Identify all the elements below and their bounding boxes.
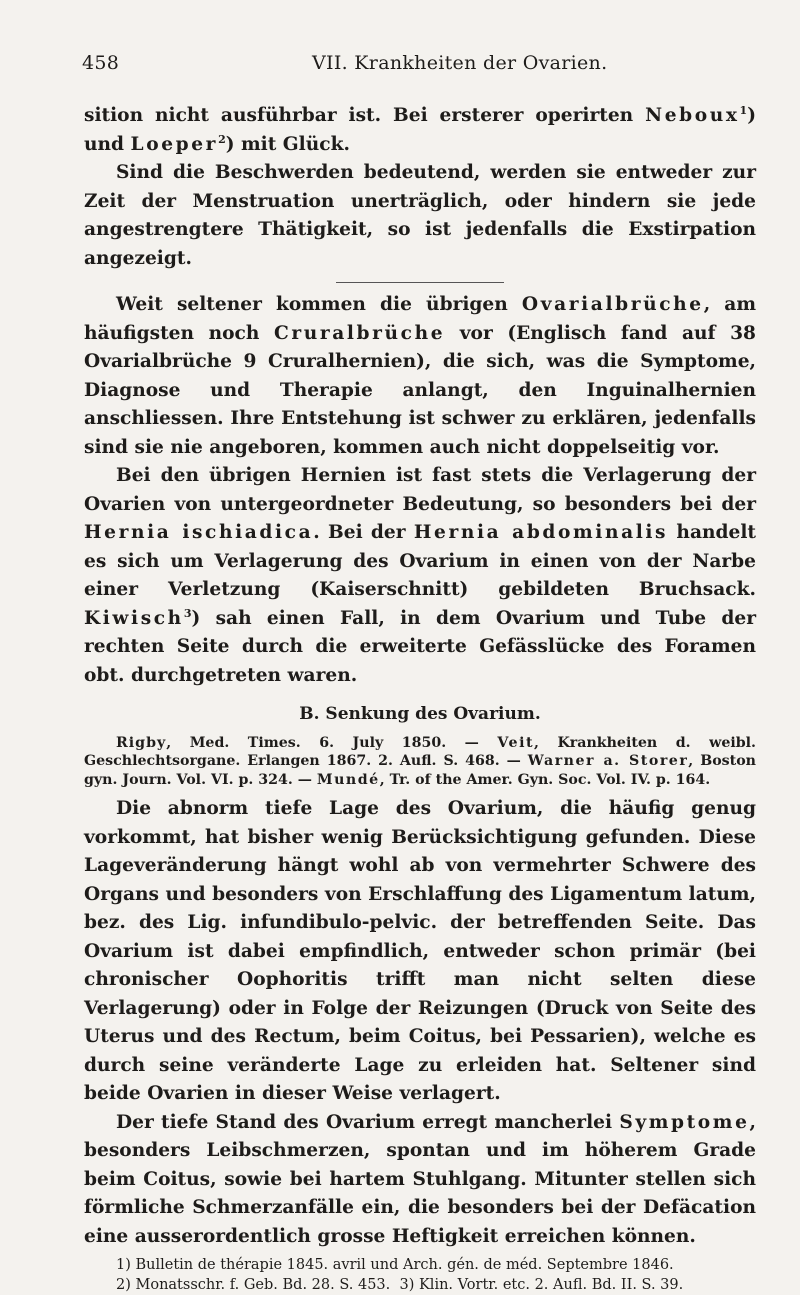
paragraph-6	[84, 1109, 756, 1252]
section-heading: B. Senkung des Ovarium.	[299, 704, 541, 724]
text-run: handelt es sich um Verlagerung des Ovarium in einen von der Narbe einer Verletzung (Kaiserschnitt) gebildeten Bruchsack.	[84, 522, 757, 600]
author-kiwisch: Kiwisch	[84, 607, 184, 629]
ref-author-munde: Mundé	[316, 771, 380, 788]
term-hernia-abdominalis: Hernia abdominalis	[413, 522, 669, 543]
section-divider	[336, 282, 504, 283]
ref-author-rigby: Rigby	[116, 734, 167, 751]
text-run: , Med. Times. 6. July 1850. —	[166, 734, 498, 751]
text-run: Bei den übrigen Hernien ist fast stets die Verlagerung der Ovarien von untergeordneter Bedeutung, so besonders bei der	[84, 465, 756, 515]
footnote-2: 2) Monatsschr. f. Geb. Bd. 28. S. 453.	[116, 1277, 391, 1293]
paragraph-3	[84, 291, 756, 462]
text-run: Weit seltener kommen die übrigen	[116, 294, 522, 315]
paragraph-4	[84, 462, 756, 690]
ref-author-veit: Veit	[497, 734, 535, 751]
text-run: , Tr. of the Amer. Gyn. Soc. Vol. IV. p. 164.	[379, 771, 711, 788]
text-run: sition nicht ausführbar ist. Bei ersterer operirten	[84, 105, 646, 126]
text-run: Der tiefe Stand des Ovarium erregt mancherlei	[116, 1111, 620, 1133]
page-header	[84, 52, 756, 80]
author-neboux: Neboux	[645, 105, 740, 126]
page-number: 458	[82, 52, 120, 74]
footnote-2-3	[116, 1275, 756, 1295]
footnote-ref-2[interactable]: 2	[218, 132, 226, 146]
book-page	[84, 52, 756, 1295]
paragraph-2: Sind die Beschwerden bedeutend, werden sie entweder zur Zeit der Menstruation unerträglich, oder hindern sie jede angestrengtere Thätigkeit, so ist jedenfalls die Exstirpation angezeigt.	[84, 162, 756, 269]
paragraph-5: Die abnorm tiefe Lage des Ovarium, die häufig genug vorkommt, hat bisher wenig Berücksichtigung gefunden. Diese Lageveränderung hängt wohl ab von vermehrter Schwere des Organs und besonders von Erschlaffung des Ligamentum latum, bez. des Lig. infundibulo-pelvic. der betreffenden Seite. Das Ovarium ist dabei empfindlich, entweder schon primär (bei chronischer Oophoritis trifft man nicht selten diese Verlagerung) oder in Folge der Reizungen (Druck von Seite des Uterus und des Rectum, beim Coitus, bei Pessarien), welche es durch seine veränderte Lage zu erleiden hat. Seltener sind beide Ovarien in dieser Weise verlagert.	[84, 798, 756, 1104]
text-run: , am häufigsten noch	[84, 294, 756, 344]
text-run: , Krankheiten d. weibl. Geschlechtsorgane. Erlangen 1867. 2. Aufl. S. 468. —	[84, 734, 756, 769]
main-text	[84, 102, 756, 1251]
running-title: VII. Krankheiten der Ovarien.	[312, 52, 608, 74]
term-ovarialbrueche: Ovarialbrüche	[521, 294, 704, 315]
text-run: , besonders Leibschmerzen, spontan und im höherem Grade beim Coitus, sowie bei hartem Stuhlgang. Mitunter stellen sich förmliche Schmerzanfälle ein, die besonders bei der Defäcation eine ausserordentlich grosse Heftigkeit erreichen können.	[84, 1111, 756, 1247]
footnotes	[84, 1255, 756, 1295]
author-loeper: Loeper	[130, 133, 219, 155]
term-cruralbrueche: Cruralbrüche	[273, 322, 446, 344]
text-run: vor (Englisch fand auf 38 Ovarialbrüche 9 Cruralhernien), die sich, was die Symptome, Diagnose und Therapie anlangt, den Inguinalhernien anschliessen. Ihre Entstehung ist schwer zu erklären, jedenfalls sind sie nie angeboren, kommen auch nicht doppelseitig vor.	[84, 322, 756, 458]
text-run: ) und	[84, 105, 756, 155]
footnote-ref-1[interactable]: 1	[739, 104, 748, 117]
text-run: , Boston gyn. Journ. Vol. VI. p. 324. —	[84, 753, 756, 788]
text-run: . Bei der	[313, 522, 414, 543]
ref-author-warner: Warner a. Storer	[527, 753, 689, 769]
term-symptome: Symptome	[619, 1111, 750, 1133]
footnote-3: 3) Klin. Vortr. etc. 2. Aufl. Bd. II. S. 39.	[399, 1277, 684, 1293]
references-block	[84, 734, 756, 790]
footnote-ref-3[interactable]: 3	[183, 606, 192, 620]
text-run: ) sah einen Fall, in dem Ovarium und Tube der rechten Seite durch die erweiterte Gefässlücke des Foramen obt. durchgetreten waren.	[84, 607, 756, 686]
term-hernia-ischiadica: Hernia ischiadica	[84, 522, 314, 543]
footnote-1: 1) Bulletin de thérapie 1845. avril und Arch. gén. de méd. Septembre 1846.	[116, 1257, 674, 1273]
text-run: ) mit Glück.	[225, 133, 350, 155]
paragraph-1	[84, 102, 756, 159]
